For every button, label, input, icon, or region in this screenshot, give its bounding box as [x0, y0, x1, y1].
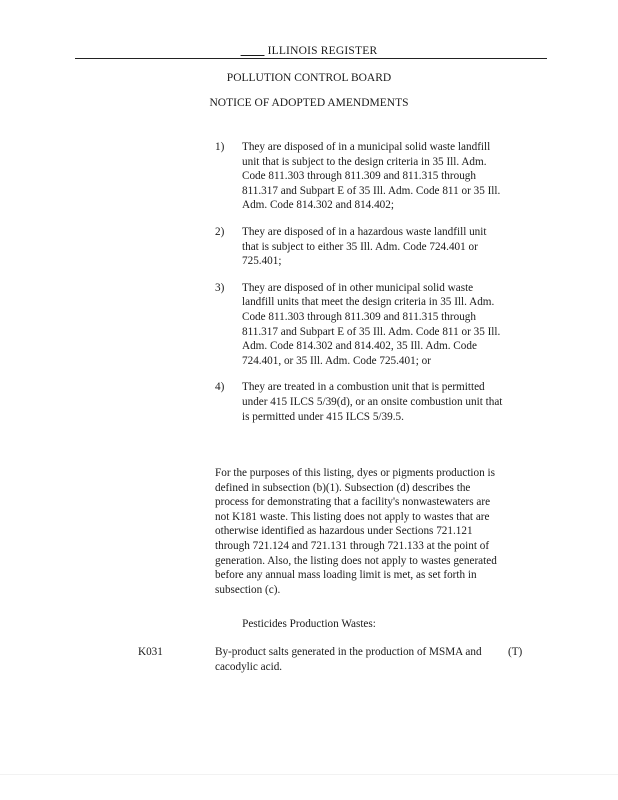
- register-title: [0, 45, 618, 57]
- list-item-number: 3): [215, 281, 225, 294]
- condition-list: [215, 140, 505, 424]
- board-title: POLLUTION CONTROL BOARD: [226, 72, 392, 84]
- register-title-text: ILLINOIS REGISTER: [267, 45, 378, 57]
- list-item: [215, 225, 505, 269]
- list-item: [215, 380, 505, 424]
- list-item-number: 4): [215, 381, 225, 394]
- header-rule: [75, 58, 547, 59]
- list-item-text: They are treated in a combustion unit that is permitted under 415 ILCS 5/39(d), or an onsite combustion unit that is permitted under 415 ILCS 5/39.5.: [242, 381, 503, 423]
- bottom-rule: [0, 774, 618, 775]
- list-item-text: They are disposed of in a hazardous waste landfill unit that is subject to either 35 Ill. Adm. Code 724.401 or 725.401;: [242, 225, 487, 268]
- section-heading: Pesticides Production Wastes:: [242, 618, 376, 630]
- waste-code: K031: [138, 646, 163, 658]
- list-item: [215, 281, 505, 369]
- listing-paragraph: For the purposes of this listing, dyes or pigments production is defined in subsection (b)(1). Subsection (d) describes the process for demonstrating that a facility's nonwastewaters are not K181 waste. This listing does not apply to wastes that are otherwise identified as hazardous under Sections 721.121 through 721.124 and 721.131 through 721.133 at the point of generation. Also, the listing does not apply to wastes generated before any annual mass loading limit is met, as set forth in subsection (c).: [215, 467, 497, 596]
- waste-description: By-product salts generated in the production of MSMA and cacodylic acid.: [215, 646, 482, 673]
- waste-hazard-code: (T): [508, 646, 523, 658]
- register-lead: ____: [240, 45, 265, 57]
- notice-title: NOTICE OF ADOPTED AMENDMENTS: [209, 97, 409, 109]
- list-item-number: 2): [215, 225, 225, 238]
- list-item: [215, 140, 505, 213]
- list-item-number: 1): [215, 141, 225, 153]
- list-item-text: They are disposed of in a municipal solid waste landfill unit that is subject to the design criteria in 35 Ill. Adm. Code 811.303 through 811.309 and 811.315 through 811.317 and Subpart E of 35 Ill. Adm. Code 811 or 35 Ill. Adm. Code 814.302 and 814.402;: [242, 141, 501, 212]
- list-item-text: They are disposed of in other municipal solid waste landfill units that meet the design criteria in 35 Ill. Adm. Code 811.303 through 811.309 and 811.315 through 811.317 and Subpart E of 35 Ill. Adm. Code 811 or 35 Ill. Adm. Code 814.302 and 814.402, 35 Ill. Adm. Code 724.401, or 35 Ill. Adm. Code 725.401; or: [242, 281, 501, 367]
